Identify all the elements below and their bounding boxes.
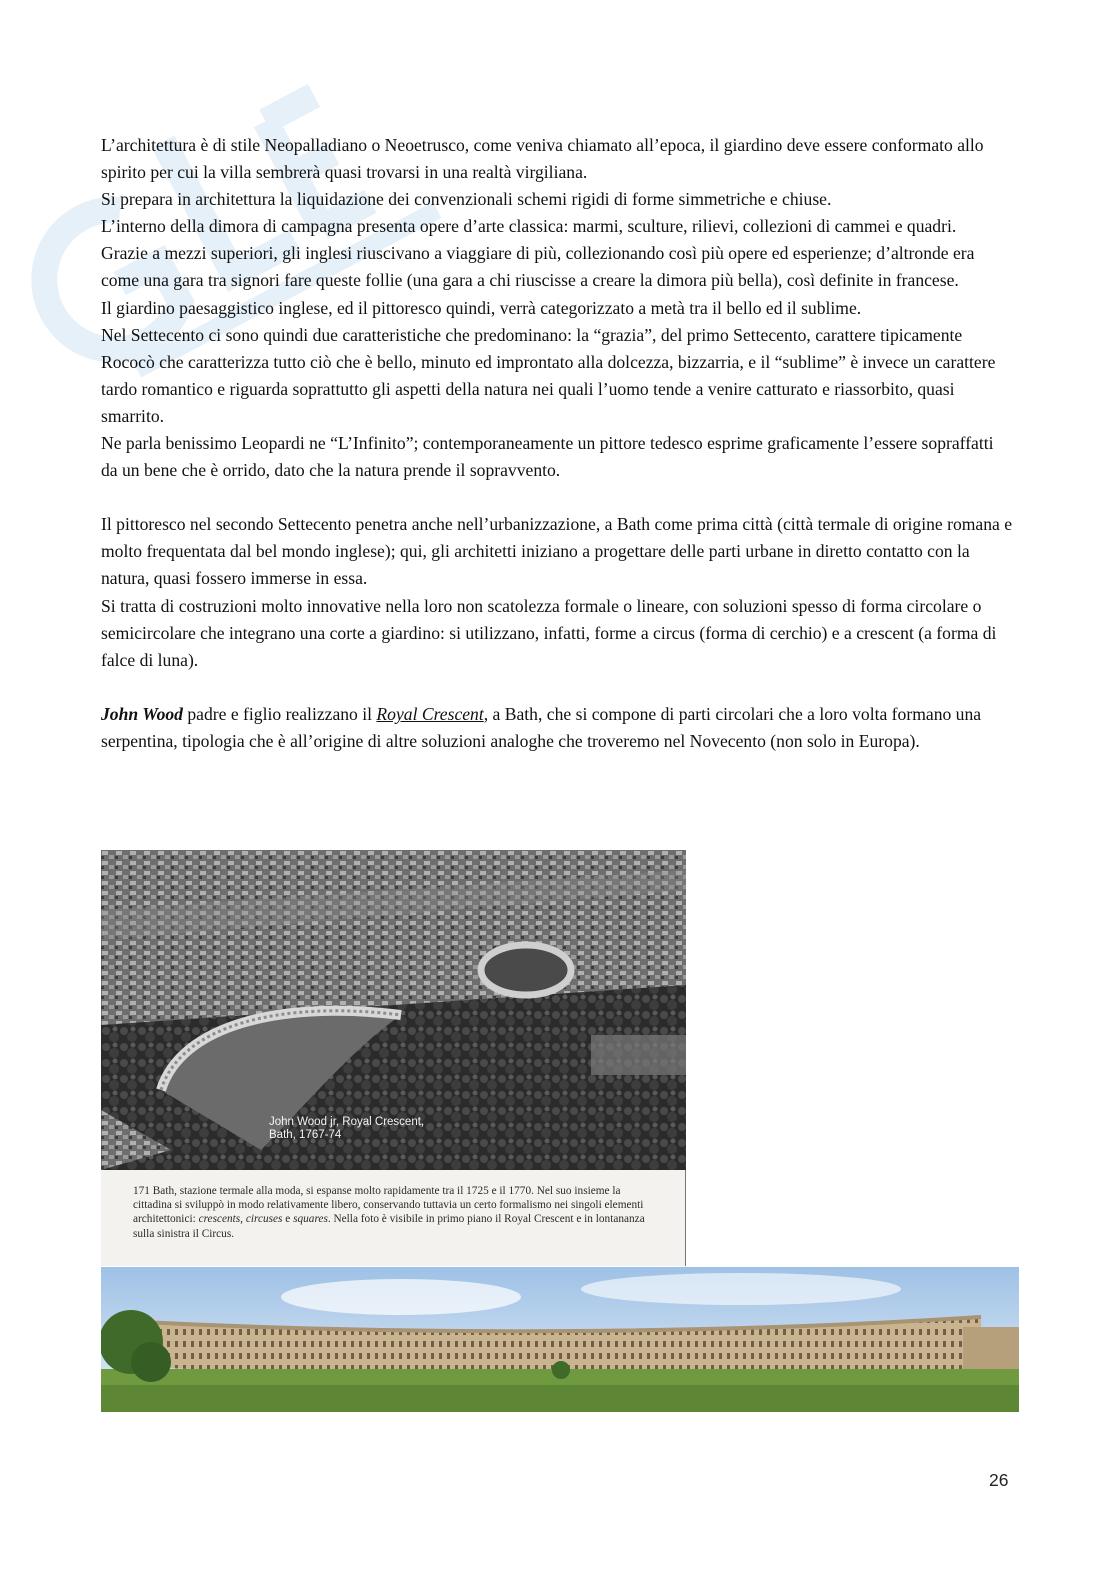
photo-label: John Wood jr, Royal Crescent, Bath, 1767-74 — [269, 1116, 425, 1141]
figure-aerial-bath — [101, 850, 686, 1270]
body-text — [101, 132, 1013, 755]
paragraph: Il giardino paesaggistico inglese, ed il pittoresco quindi, verrà categorizzato a metà tra il bello ed il sublime. — [101, 297, 862, 318]
paragraph: Grazie a mezzi superiori, gli inglesi riuscivano a viaggiare di più, collezionando così più opere ed esperienze; d’altronde era come una gara tra signori fare queste follie (una gara a chi riuscisse a creare la dimora più bella), così definite in francese. — [101, 243, 975, 291]
paragraph: Ne parla benissimo Leopardi ne “L’Infinito”; contemporaneamente un pittore tedesco esprime graficamente l’essere sopraffatti da un bene che è orrido, dato che la natura prende il sopravvento. — [101, 433, 994, 481]
paragraph: Si tratta di costruzioni molto innovative nella loro non scatolezza formale o lineare, con soluzioni spesso di forma circolare o semicircolare che integrano una corte a giardino: si utilizzano, infatti, forme a circus (forma di cerchio) e a crescent (a forma di falce di luna). — [101, 595, 997, 670]
paragraph-john-wood: John Wood padre e figlio realizzano il Royal Crescent, a Bath, che si compone di parti circolari che a loro volta formano una serpentina, tipologia che è all’origine di altre soluzioni analoghe che troveremo nel Novecento (non solo in Europa). — [101, 703, 982, 751]
royal-crescent-link[interactable]: Royal Crescent — [376, 703, 484, 724]
paragraph: Il pittoresco nel secondo Settecento penetra anche nell’urbanizzazione, a Bath come prima città (città termale di origine romana e molto frequentata dal bel mondo inglese); qui, gli architetti iniziano a progettare delle parti urbane in diretto contatto con la natura, quasi fossero immerse in essa. — [101, 514, 1013, 589]
paragraph: Nel Settecento ci sono quindi due caratteristiche che predominano: la “grazia”, del primo Settecento, carattere tipicamente Rococò che caratterizza tutto ciò che è bello, minuto ed improntato alla dolcezza, bizzarria, e il “sublime” è invece un carattere tardo romantico e riguarda soprattutto gli aspetti della natura nei quali l’uomo tende a venire catturato e riassorbito, quasi smarrito. — [101, 324, 996, 426]
figure-caption: 171 Bath, stazione termale alla moda, si espanse molto rapidamente tra il 1725 e il 1770. Nel suo insieme la cittadina si sviluppò in modo relativamente libero, conservando tuttavia un certo formalismo nei singoli elementi architettonici: crescents, circuses e squares. Nella foto è visibile in primo piano il Royal Crescent e in lontananza sulla sinistra il Circus. — [101, 1170, 686, 1266]
page-number: 26 — [989, 1470, 1009, 1490]
paragraph: L’interno della dimora di campagna presenta opere d’arte classica: marmi, sculture, rilievi, collezioni di cammei e quadri. — [101, 216, 957, 237]
panorama-royal-crescent-photo — [101, 1267, 1019, 1412]
aerial-photo — [101, 850, 686, 1170]
paragraph: L’architettura è di stile Neopalladiano o Neoetrusco, come veniva chiamato all’epoca, il giardino deve essere conformato allo spirito per cui la villa sembrerà quasi trovarsi in una realtà virgiliana. — [101, 135, 984, 183]
author-name: John Wood — [101, 703, 183, 724]
paragraph: Si prepara in architettura la liquidazione dei convenzionali schemi rigidi di forme simmetriche e chiuse. — [101, 189, 832, 210]
